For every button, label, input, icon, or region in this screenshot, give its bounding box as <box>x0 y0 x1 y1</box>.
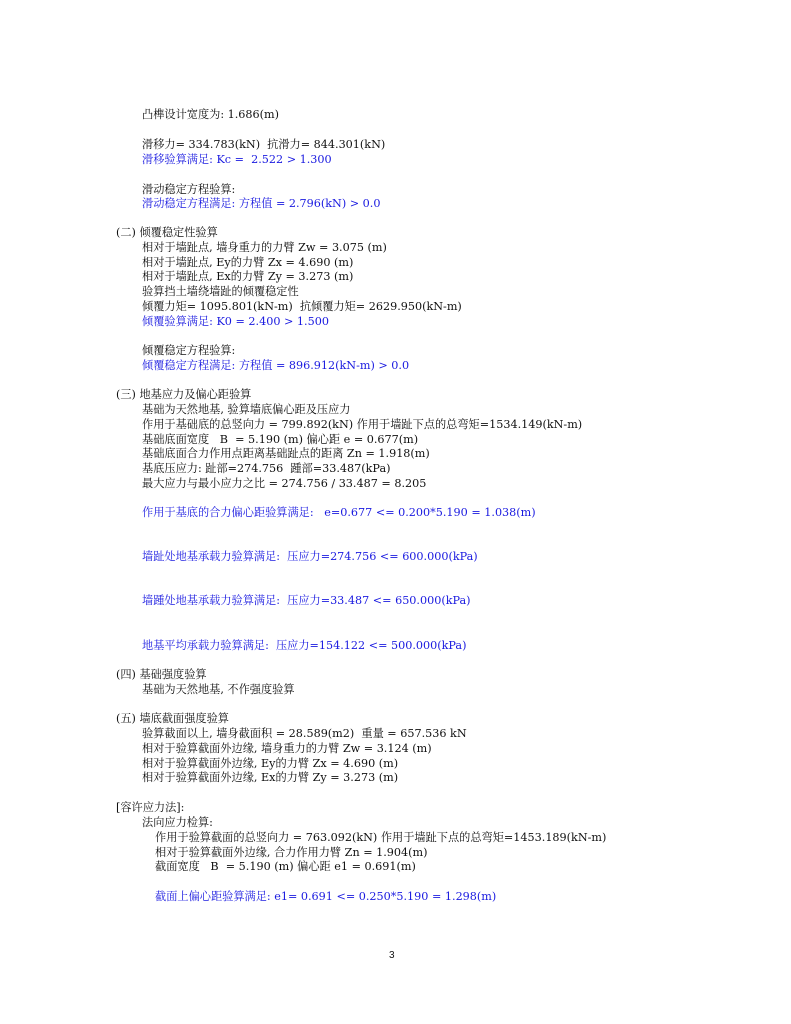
section-3-heading: (三) 地基应力及偏心距验算 <box>116 388 252 401</box>
page-number: 3 <box>389 950 395 961</box>
foundation-width-line: 基础底面宽度 B = 5.190 (m) 偏心距 e = 0.677(m) <box>142 433 419 446</box>
section-zy-line: 相对于验算截面外边缘, Ex的力臂 Zy = 3.273 (m) <box>142 771 399 784</box>
allowable-stress-heading: [容许应力法]: <box>116 801 185 814</box>
overturn-zy-line: 相对于墙趾点, Ex的力臂 Zy = 3.273 (m) <box>142 270 354 283</box>
section-2-heading: (二) 倾覆稳定性验算 <box>116 226 218 239</box>
overturn-moment-line: 倾覆力矩= 1095.801(kN-m) 抗倾覆力矩= 2629.950(kN-m) <box>142 300 462 313</box>
foundation-ratio-line: 最大应力与最小应力之比 = 274.756 / 33.487 = 8.205 <box>142 477 427 490</box>
section-eccentricity-result: 截面上偏心距验算满足: e1= 0.691 <= 0.250*5.190 = 1.298(m) <box>155 890 497 903</box>
foundation-pressure-line: 基底压应力: 趾部=274.756 踵部=33.487(kPa) <box>142 462 391 475</box>
section-zn-line: 相对于验算截面外边缘, 合力作用力臂 Zn = 1.904(m) <box>155 846 428 859</box>
normal-stress-heading: 法向应力检算: <box>142 816 213 829</box>
average-bearing-result: 地基平均承载力验算满足: 压应力=154.122 <= 500.000(kPa) <box>142 639 467 652</box>
tenon-width-line: 凸榫设计宽度为: 1.686(m) <box>142 108 280 121</box>
foundation-intro-line: 基础为天然地基, 验算墙底偏心距及压应力 <box>142 403 351 416</box>
section-4-heading: (四) 基础强度验算 <box>116 668 207 681</box>
foundation-force-line: 作用于基础底的总竖向力 = 799.892(kN) 作用于墙趾下点的总弯矩=1534.149(kN-m) <box>142 418 583 431</box>
overturn-equation-heading: 倾覆稳定方程验算: <box>142 344 236 357</box>
section-zw-line: 相对于验算截面外边缘, 墙身重力的力臂 Zw = 3.124 (m) <box>142 742 432 755</box>
heel-bearing-result: 墙踵处地基承载力验算满足: 压应力=33.487 <= 650.000(kPa) <box>142 594 471 607</box>
sliding-check-result: 滑移验算满足: Kc = 2.522 > 1.300 <box>142 153 332 166</box>
toe-bearing-result: 墙趾处地基承载力验算满足: 压应力=274.756 <= 600.000(kPa) <box>142 550 478 563</box>
eccentricity-check-result: 作用于基底的合力偏心距验算满足: e=0.677 <= 0.200*5.190 = 1.038(m) <box>142 506 536 519</box>
sliding-equation-result: 滑动稳定方程满足: 方程值 = 2.796(kN) > 0.0 <box>142 197 381 210</box>
foundation-strength-note: 基础为天然地基, 不作强度验算 <box>142 683 295 696</box>
section-5-heading: (五) 墙底截面强度验算 <box>116 712 229 725</box>
sliding-force-line: 滑移力= 334.783(kN) 抗滑力= 844.301(kN) <box>142 138 386 151</box>
section-width-line: 截面宽度 B = 5.190 (m) 偏心距 e1 = 0.691(m) <box>155 860 416 873</box>
overturn-zx-line: 相对于墙趾点, Ey的力臂 Zx = 4.690 (m) <box>142 256 354 269</box>
overturn-equation-result: 倾覆稳定方程满足: 方程值 = 896.912(kN-m) > 0.0 <box>142 359 410 372</box>
foundation-zn-line: 基础底面合力作用点距离基础趾点的距离 Zn = 1.918(m) <box>142 447 430 460</box>
sliding-equation-heading: 滑动稳定方程验算: <box>142 183 236 196</box>
section-force-line: 作用于验算截面的总竖向力 = 763.092(kN) 作用于墙趾下点的总弯矩=1453.189(kN-m) <box>155 831 607 844</box>
section-area-line: 验算截面以上, 墙身截面积 = 28.589(m2) 重量 = 657.536 kN <box>142 727 467 740</box>
overturn-check-result: 倾覆验算满足: K0 = 2.400 > 1.500 <box>142 315 329 328</box>
overturn-zw-line: 相对于墙趾点, 墙身重力的力臂 Zw = 3.075 (m) <box>142 241 387 254</box>
overturn-check-line: 验算挡土墙绕墙趾的倾覆稳定性 <box>142 285 299 298</box>
section-zx-line: 相对于验算截面外边缘, Ey的力臂 Zx = 4.690 (m) <box>142 757 399 770</box>
